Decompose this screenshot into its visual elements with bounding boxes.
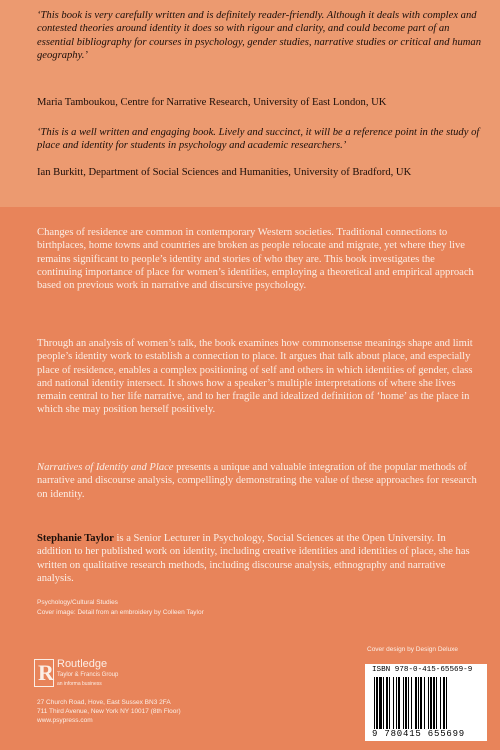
- publisher-website: www.psypress.com: [37, 717, 93, 724]
- subject-category: Psychology/Cultural Studies: [37, 599, 118, 606]
- routledge-logo-letter: R: [38, 660, 54, 685]
- author-bio-text: is a Senior Lecturer in Psychology, Social Sciences at the Open University. In addition to her published work on identity, including creative identities and identities of place, she has written on qualitative research methods, including discourse analysis, ethnography and narrative analysis.: [37, 533, 470, 584]
- publisher-business: an informa business: [57, 681, 102, 687]
- book-title: Narratives of Identity and Place: [37, 462, 174, 473]
- publisher-address-1: 27 Church Road, Hove, East Sussex BN3 2FA: [37, 699, 171, 706]
- endorsement-quote-1: ‘This book is very carefully written and is definitely reader-friendly. Although it deals with complex and contested theories around identity it does so with rigour and clarity, and could become part of an essential bibliography for courses in psychology, gender studies, narrative studies or critical and human geography.’: [37, 10, 482, 61]
- endorsement-quote-2: ‘This is a well written and engaging book. Lively and succinct, it will be a reference point in the study of place and identity for students in psychology and academic researchers.’: [37, 127, 480, 152]
- endorsement-attribution-1: Maria Tamboukou, Centre for Narrative Research, University of East London, UK: [37, 97, 387, 108]
- author-bio: [37, 532, 477, 585]
- description-paragraph-3-text: presents a unique and valuable integration of the popular methods of narrative and discourse analysis, compellingly demonstrating the value of these approaches for research on identity.: [37, 462, 477, 500]
- barcode-number: 9 780415 655699: [372, 729, 466, 739]
- cover-design-credit: Cover design by Design Deluxe: [367, 646, 459, 653]
- publisher-address-2: 711 Third Avenue, New York NY 10017 (8th Floor): [37, 708, 181, 715]
- isbn-label: ISBN 978-0-415-65569-9: [372, 666, 473, 674]
- description-paragraph-1: Changes of residence are common in contemporary Western societies. Traditional connections to birthplaces, home towns and countries are broken as people relocate and migrate, yet where they live remains significant to people’s identity and stories of who they are. This book investigates the continuing importance of place for women’s identities, employing a theoretical and empirical approach based on previous work in narrative and discursive psychology.: [37, 227, 474, 292]
- author-name: Stephanie Taylor: [37, 533, 114, 544]
- cover-image-credit: Cover image: Detail from an embroidery by Colleen Taylor: [37, 609, 204, 616]
- barcode-icon: [374, 677, 478, 729]
- description-paragraph-2: Through an analysis of women’s talk, the book examines how commonsense meanings shape and limit people’s identity work to establish a connection to place. It argues that talk about place, and especially place of residence, enables a complex positioning of self and others in which identities of gender, class and national identity intersect. It shows how a speaker’s multiple interpretations of where she lives remain central to her life narrative, and to her fragile and idealized definition of ‘home’ as the place in which she may position herself positively.: [37, 338, 473, 416]
- description-paragraph-3: [37, 461, 477, 501]
- publisher-group: Taylor & Francis Group: [57, 672, 119, 678]
- endorsement-attribution-2: Ian Burkitt, Department of Social Sciences and Humanities, University of Bradford, UK: [37, 167, 412, 178]
- publisher-name: Routledge: [57, 658, 108, 670]
